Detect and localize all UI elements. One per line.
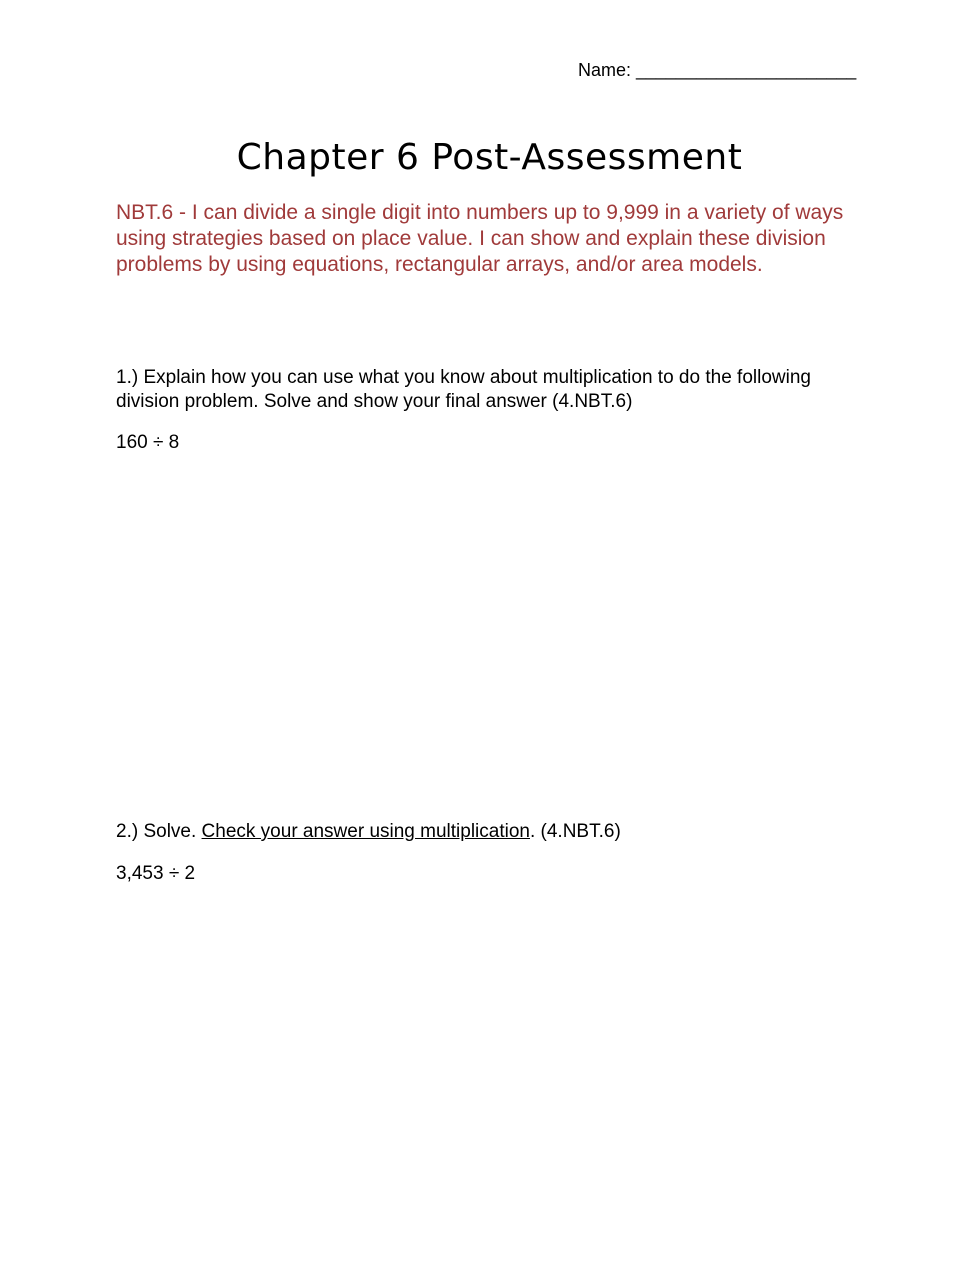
question-2-prompt	[116, 820, 836, 844]
question-1-problem: 160 ÷ 8	[116, 432, 180, 453]
question-2-prompt-start: 2.) Solve.	[116, 821, 202, 842]
question-2-instruction-underlined: Check your answer using multiplication	[201, 821, 530, 842]
question-1-prompt: 1.) Explain how you can use what you know about multiplication to do the following division problem. Solve and show your final answer (4.NBT.6)	[116, 367, 811, 412]
page-title: Chapter 6 Post-Assessment	[236, 137, 743, 178]
question-2-prompt-end: . (4.NBT.6)	[529, 821, 621, 842]
question-2-problem: 3,453 ÷ 2	[116, 863, 196, 884]
name-field-label: Name: ______________________	[578, 60, 857, 80]
learning-standard: NBT.6 - I can divide a single digit into numbers up to 9,999 in a variety of ways using strategies based on place value. I can show and explain these division problems by using equations, rectangular arrays, and/or area models.	[116, 201, 844, 276]
